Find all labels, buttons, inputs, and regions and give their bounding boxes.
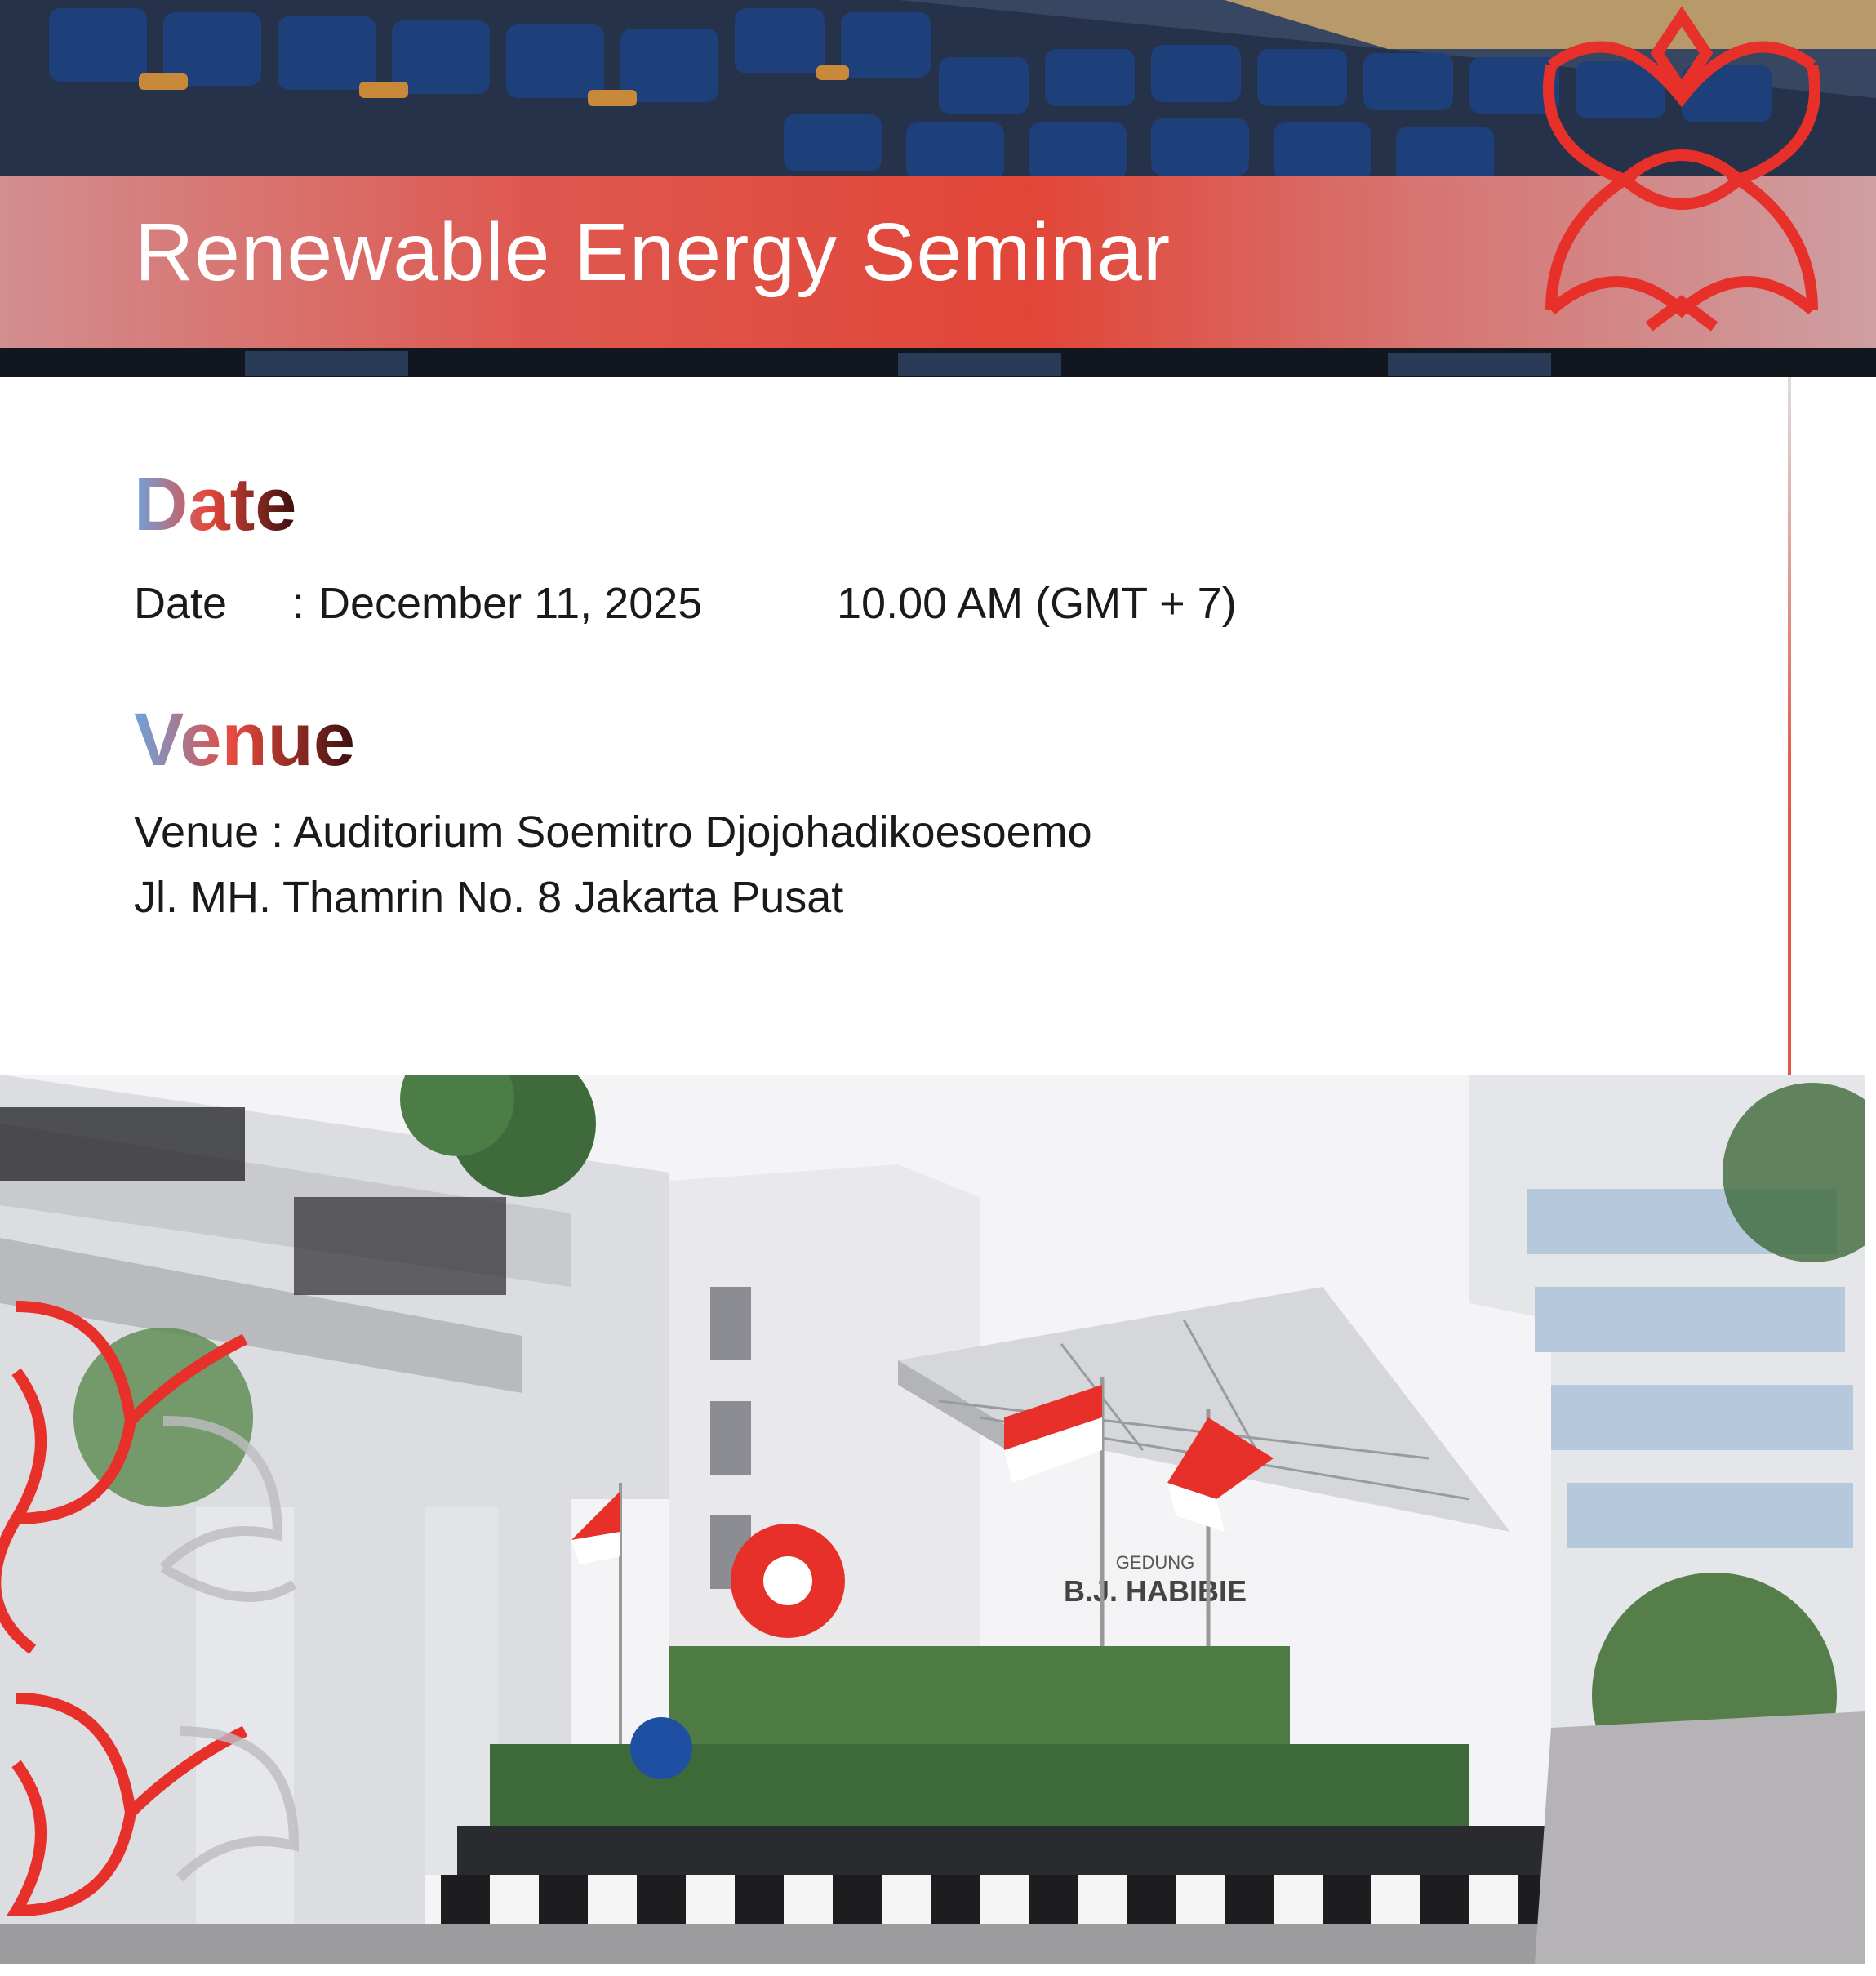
venue-line-1: Venue : Auditorium Soemitro Djojohadikoesoemo <box>134 808 1092 857</box>
date-value: December 11, 2025 <box>318 579 703 628</box>
venue-heading: Venue <box>134 698 356 781</box>
date-heading: Date <box>134 463 297 546</box>
building-sign-top: GEDUNG <box>1115 1552 1195 1573</box>
building-sign-name: B.J. HABIBIE <box>1063 1574 1247 1608</box>
date-label: Date <box>134 579 228 628</box>
time-value: 10.00 AM (GMT + 7) <box>837 579 1237 628</box>
decorative-motif-icon <box>1502 0 1861 343</box>
page-title: Renewable Energy Seminar <box>135 207 1171 298</box>
date-separator: : <box>292 579 305 628</box>
decorative-motif-icon <box>0 1274 441 1976</box>
venue-line-2: Jl. MH. Thamrin No. 8 Jakarta Pusat <box>134 873 844 922</box>
